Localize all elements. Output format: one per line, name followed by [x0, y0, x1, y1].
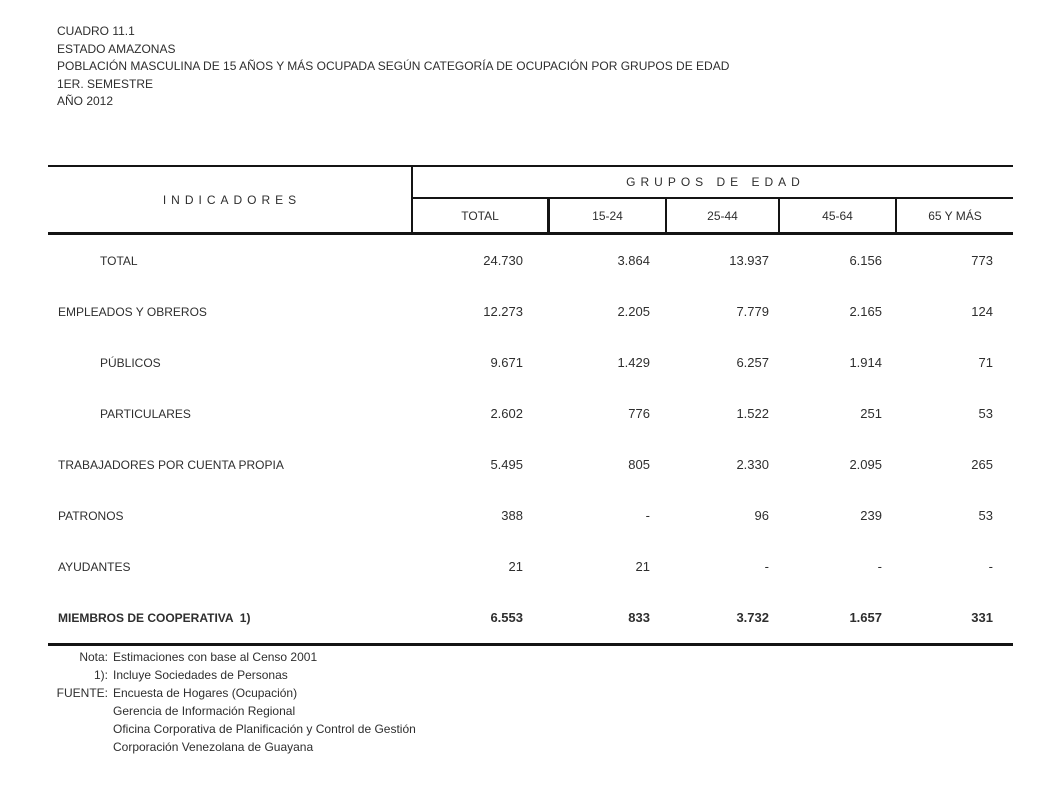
value-cell: 388 — [501, 508, 523, 523]
row-label: PÚBLICOS — [100, 355, 161, 370]
value-cell: 21 — [508, 559, 523, 574]
table-row — [48, 286, 1013, 337]
row-label: TOTAL — [100, 253, 138, 268]
value-cell: 6.156 — [849, 253, 882, 268]
table-row — [48, 439, 1013, 490]
note-text: Oficina Corporativa de Planificación y Control de Gestión — [113, 722, 416, 736]
value-cell: 776 — [628, 406, 650, 421]
value-cell: 2.095 — [849, 457, 882, 472]
value-cell: 6.553 — [490, 610, 523, 625]
column-header-65-plus: 65 Y MÁS — [895, 199, 1013, 232]
value-cell: 2.602 — [490, 406, 523, 421]
column-header-45-64: 45-64 — [778, 199, 895, 232]
value-cell: 5.495 — [490, 457, 523, 472]
table-title-block — [57, 23, 729, 111]
table-row — [48, 592, 1013, 643]
note-label: 1): — [93, 668, 108, 682]
note-text: Corporación Venezolana de Guayana — [113, 740, 314, 754]
note-label: Nota: — [79, 650, 108, 664]
value-cell: 7.779 — [736, 304, 769, 319]
value-cell: 124 — [971, 304, 993, 319]
note-label — [30, 702, 108, 720]
value-cell: 2.205 — [617, 304, 650, 319]
note-line — [30, 702, 416, 720]
value-cell: 239 — [860, 508, 882, 523]
table-row — [48, 235, 1013, 286]
value-cell: 3.864 — [617, 253, 650, 268]
table-header — [48, 165, 1013, 235]
value-cell: 1.522 — [736, 406, 769, 421]
table-row — [48, 337, 1013, 388]
value-cell: 833 — [628, 610, 650, 625]
value-cell: - — [988, 559, 993, 574]
note-line — [30, 684, 416, 702]
row-label: EMPLEADOS Y OBREROS — [58, 304, 207, 319]
note-line — [30, 738, 416, 756]
table-row — [48, 541, 1013, 592]
occupation-table — [48, 165, 1013, 646]
value-cell: 21 — [635, 559, 650, 574]
note-text: Estimaciones con base al Censo 2001 — [113, 650, 318, 664]
value-cell: 2.330 — [736, 457, 769, 472]
value-cell: 9.671 — [490, 355, 523, 370]
value-cell: - — [645, 508, 650, 523]
note-label: FUENTE: — [56, 686, 108, 700]
value-cell: 53 — [978, 508, 993, 523]
value-cell: 6.257 — [736, 355, 769, 370]
table-body — [48, 235, 1013, 646]
title-line: AÑO 2012 — [57, 94, 114, 108]
note-text: Incluye Sociedades de Personas — [113, 668, 288, 682]
value-cell: 773 — [971, 253, 993, 268]
column-header-25-44: 25-44 — [665, 199, 778, 232]
age-groups-title-cell: GRUPOS DE EDAD — [413, 167, 1013, 199]
title-line: POBLACIÓN MASCULINA DE 15 AÑOS Y MÁS OCUPADA SEGÚN CATEGORÍA DE OCUPACIÓN POR GRUPOS DE EDAD — [57, 59, 730, 73]
table-row — [48, 490, 1013, 541]
value-cell: - — [764, 559, 769, 574]
value-cell: 1.657 — [849, 610, 882, 625]
value-cell: 13.937 — [729, 253, 769, 268]
row-label: PATRONOS — [58, 508, 124, 523]
indicators-header-cell: INDICADORES — [48, 167, 413, 232]
column-header-15-24: 15-24 — [547, 199, 665, 232]
note-text: Gerencia de Información Regional — [113, 704, 296, 718]
column-headers-row — [413, 199, 1013, 232]
value-cell: 12.273 — [483, 304, 523, 319]
note-label — [30, 720, 108, 738]
value-cell: 3.732 — [736, 610, 769, 625]
note-line — [30, 666, 416, 684]
note-line — [30, 720, 416, 738]
value-cell: 71 — [978, 355, 993, 370]
value-cell: 2.165 — [849, 304, 882, 319]
age-groups-header — [413, 167, 1013, 232]
value-cell: 1.429 — [617, 355, 650, 370]
value-cell: 265 — [971, 457, 993, 472]
value-cell: 53 — [978, 406, 993, 421]
value-cell: 24.730 — [483, 253, 523, 268]
row-label: PARTICULARES — [100, 406, 191, 421]
title-line: ESTADO AMAZONAS — [57, 41, 176, 56]
value-cell: 805 — [628, 457, 650, 472]
note-label — [30, 738, 108, 756]
title-line: 1ER. SEMESTRE — [57, 76, 154, 91]
table-row — [48, 388, 1013, 439]
value-cell: 251 — [860, 406, 882, 421]
column-header-total: TOTAL — [461, 208, 499, 223]
value-cell: - — [877, 559, 882, 574]
note-text: Encuesta de Hogares (Ocupación) — [113, 686, 298, 700]
row-label: AYUDANTES — [58, 559, 131, 574]
row-label: TRABAJADORES POR CUENTA PROPIA — [58, 457, 284, 472]
title-line: CUADRO 11.1 — [57, 24, 135, 38]
value-cell: 331 — [971, 610, 993, 625]
notes — [30, 648, 416, 756]
value-cell: 1.914 — [849, 355, 882, 370]
value-cell: 96 — [754, 508, 769, 523]
note-line — [30, 648, 416, 666]
row-label: MIEMBROS DE COOPERATIVA 1) — [58, 610, 251, 625]
